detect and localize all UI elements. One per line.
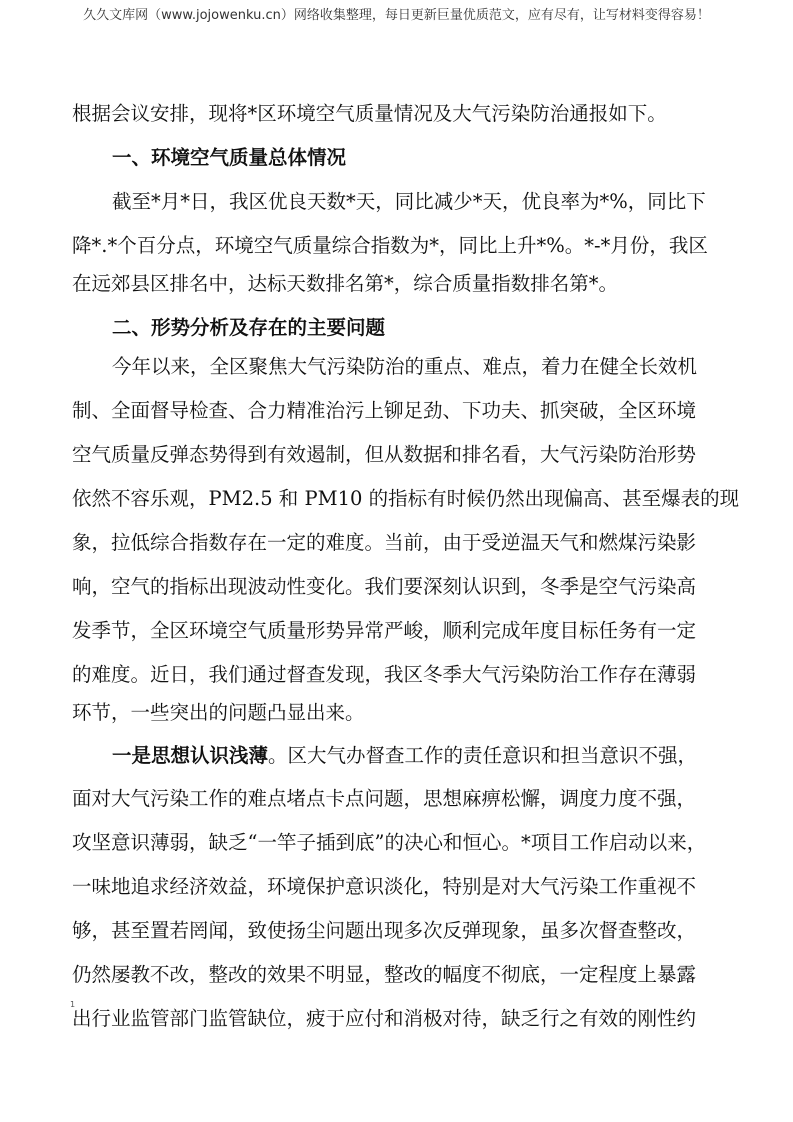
point-1-first-rest: 。区大气办督查工作的责任意识和担当意识不强， — [268, 744, 698, 767]
section-2-line: 制、全面督导检查、合力精准治污上铆足劲、下功夫、抓突破，全区环境 — [72, 399, 697, 422]
page-number: 1 — [70, 1000, 76, 1009]
section-2-line: 响，空气的指标出现波动性变化。我们要深刻认识到，冬季是空气污染高 — [72, 575, 697, 598]
point-1-line: 面对大气污染工作的难点堵点卡点问题，思想麻痹松懈，调度力度不强， — [72, 787, 697, 810]
section-1-line: 降*.*个百分点，环境空气质量综合指数为*，同比上升*%。*-*月份，我区 — [72, 234, 708, 257]
section-2-line: 象，拉低综合指数存在一定的难度。当前，由于受逆温天气和燃煤污染影 — [72, 531, 697, 554]
section-2-line: 环节，一些突出的问题凸显出来。 — [72, 701, 365, 724]
point-1-line: 一味地追求经济效益，环境保护意识淡化，特别是对大气污染工作重视不 — [72, 875, 697, 898]
point-1-lead: 一是思想认识浅薄 — [112, 744, 269, 767]
section-1-line: 在远郊县区排名中，达标天数排名第*，综合质量指数排名第*。 — [72, 272, 619, 295]
point-1-line: 够，甚至置若罔闻，致使扬尘问题出现多次反弹现象，虽多次督查整改， — [72, 919, 697, 942]
section-1-line: 截至*月*日，我区优良天数*天，同比减少*天，优良率为*%，同比下 — [112, 190, 706, 213]
intro-paragraph: 根据会议安排，现将*区环境空气质量情况及大气污染防治通报如下。 — [72, 102, 667, 125]
section-2-line: 今年以来，全区聚焦大气污染防治的重点、难点，着力在健全长效机 — [112, 355, 698, 378]
section-2-line: 的难度。近日，我们通过督查发现，我区冬季大气污染防治工作存在薄弱 — [72, 663, 697, 686]
section-2-line: 空气质量反弹态势得到有效遏制，但从数据和排名看，大气污染防治形势 — [72, 443, 697, 466]
page-header-banner: 久久文库网（www.jojowenku.cn）网络收集整理，每日更新巨量优质范文，应有尽有，让写材料变得容易！ — [83, 8, 710, 23]
section-2-line: 发季节，全区环境空气质量形势异常严峻，顺利完成年度目标任务有一定 — [72, 619, 697, 642]
section-2-line: 依然不容乐观，PM2.5 和 PM10 的指标有时候仍然出现偏高、甚至爆表的现 — [72, 487, 740, 510]
point-1-line: 仍然屡教不改，整改的效果不明显，整改的幅度不彻底，一定程度上暴露 — [72, 963, 697, 986]
point-1-line: 攻坚意识薄弱，缺乏“一竿子插到底”的决心和恒心。*项目工作启动以来， — [72, 831, 707, 854]
point-1-first-line — [112, 744, 762, 768]
point-1-line: 出行业监管部门监管缺位，疲于应付和消极对待，缺乏行之有效的刚性约 — [72, 1007, 697, 1030]
section-2-heading: 二、形势分析及存在的主要问题 — [112, 316, 386, 339]
section-1-heading: 一、环境空气质量总体情况 — [112, 146, 347, 169]
